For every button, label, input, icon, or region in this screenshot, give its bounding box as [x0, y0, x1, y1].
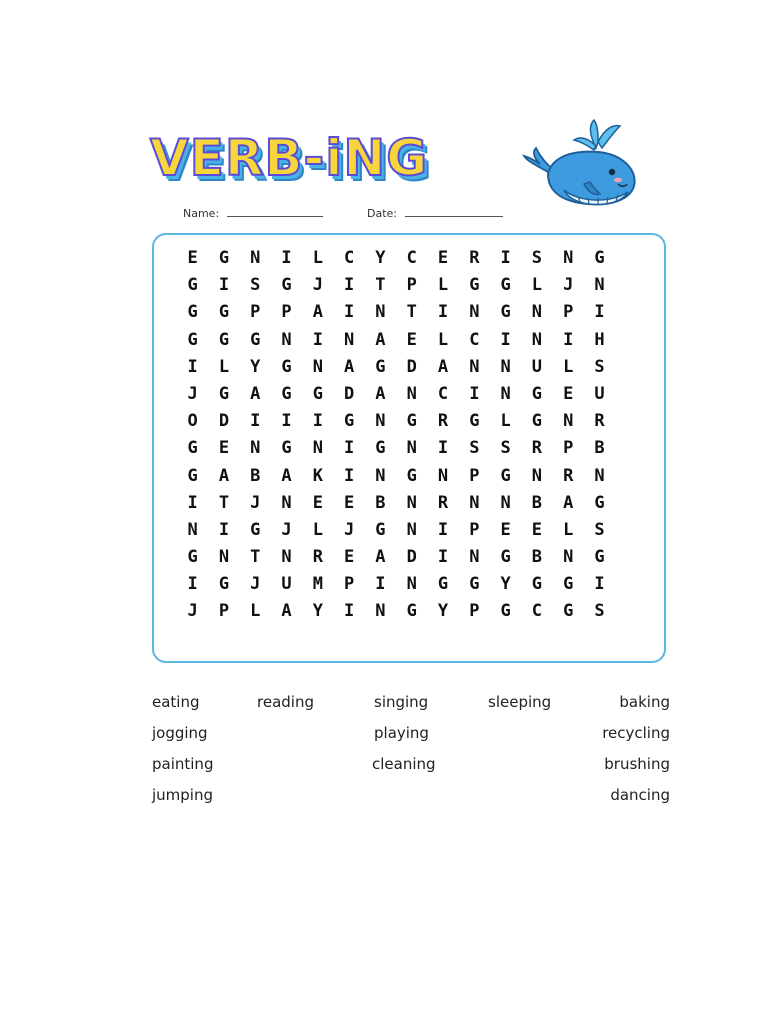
grid-cell[interactable]: G — [281, 438, 292, 459]
grid-cell[interactable]: G — [281, 383, 292, 404]
grid-cell[interactable]: G — [469, 275, 480, 296]
grid-cell[interactable]: S — [500, 438, 511, 459]
grid-cell[interactable]: R — [437, 411, 449, 432]
grid-cell[interactable]: G — [375, 438, 386, 459]
grid-cell[interactable]: C — [469, 329, 480, 350]
grid-cell[interactable]: N — [344, 329, 355, 350]
grid-cell[interactable]: R — [437, 492, 449, 513]
word-playing: playing — [374, 724, 429, 742]
grid-cell[interactable]: B — [250, 465, 261, 486]
grid-cell[interactable]: S — [250, 275, 261, 296]
grid-cell[interactable]: N — [531, 302, 543, 323]
word-dancing: dancing — [610, 786, 670, 804]
grid-cell[interactable]: L — [218, 356, 230, 377]
grid-cell[interactable]: N — [187, 519, 198, 540]
grid-cell[interactable]: Y — [437, 601, 449, 622]
grid-cell[interactable]: G — [218, 383, 230, 404]
word-sleeping: sleeping — [488, 693, 552, 711]
grid-cell[interactable]: P — [563, 438, 574, 459]
grid-cell[interactable]: N — [312, 356, 323, 377]
grid-cell[interactable]: G — [500, 465, 511, 486]
grid-cell[interactable]: L — [563, 356, 574, 377]
grid-cell[interactable]: N — [469, 547, 480, 568]
grid-cell[interactable]: A — [281, 601, 292, 622]
grid-cell[interactable]: O — [187, 411, 198, 432]
grid-cell[interactable]: A — [563, 492, 574, 513]
grid-cell[interactable]: D — [406, 356, 417, 377]
grid-cell[interactable]: G — [500, 547, 511, 568]
grid-cell[interactable]: N — [469, 492, 480, 513]
grid-cell[interactable]: Y — [250, 356, 261, 377]
grid-cell[interactable]: G — [469, 574, 480, 595]
grid-cell[interactable]: N — [469, 302, 480, 323]
grid-cell[interactable]: I — [437, 438, 449, 459]
grid-cell[interactable]: G — [375, 519, 386, 540]
grid-cell[interactable]: R — [531, 438, 543, 459]
grid-cell[interactable]: P — [406, 275, 417, 296]
grid-cell[interactable]: B — [594, 438, 605, 459]
grid-cell[interactable]: U — [531, 356, 543, 377]
name-label: Name: — [183, 207, 220, 220]
grid-cell[interactable]: G — [406, 411, 417, 432]
grid-cell[interactable]: E — [563, 383, 574, 404]
grid-cell[interactable]: U — [594, 383, 605, 404]
grid-cell[interactable]: G — [531, 383, 543, 404]
grid-cell[interactable]: G — [375, 356, 386, 377]
grid-cell[interactable]: E — [531, 519, 543, 540]
letter-grid — [177, 245, 615, 626]
grid-cell[interactable]: E — [344, 547, 355, 568]
grid-cell[interactable]: I — [594, 574, 605, 595]
grid-cell[interactable]: A — [312, 302, 323, 323]
grid-cell[interactable]: N — [437, 465, 449, 486]
grid-cell[interactable]: N — [406, 438, 417, 459]
grid-cell[interactable]: I — [437, 547, 449, 568]
grid-cell[interactable]: I — [437, 519, 449, 540]
grid-cell[interactable]: G — [187, 547, 198, 568]
grid-cell[interactable]: K — [312, 465, 323, 486]
grid-cell[interactable]: C — [531, 601, 543, 622]
grid-cell[interactable]: A — [344, 356, 355, 377]
grid-cell[interactable]: N — [500, 383, 511, 404]
grid-cell[interactable]: T — [250, 547, 261, 568]
grid-cell[interactable]: N — [469, 356, 480, 377]
grid-cell[interactable]: L — [312, 248, 323, 268]
grid-cell[interactable]: G — [563, 601, 574, 622]
grid-cell[interactable]: I — [187, 574, 198, 595]
grid-cell[interactable]: G — [500, 275, 511, 296]
word-brushing: brushing — [604, 755, 670, 773]
grid-cell[interactable]: J — [250, 492, 261, 513]
word-jumping: jumping — [152, 786, 214, 804]
grid-cell[interactable]: P — [344, 574, 355, 595]
word-eating: eating — [152, 693, 200, 711]
grid-cell[interactable]: A — [250, 383, 261, 404]
grid-cell[interactable]: N — [250, 248, 261, 268]
grid-cell[interactable]: A — [375, 329, 386, 350]
grid-cell[interactable]: L — [500, 411, 511, 432]
grid-cell[interactable]: U — [281, 574, 292, 595]
whale-illustration — [518, 112, 642, 210]
grid-cell[interactable]: S — [594, 601, 605, 622]
grid-cell[interactable]: L — [531, 275, 543, 296]
grid-cell[interactable]: P — [218, 601, 230, 622]
grid-cell[interactable]: E — [500, 519, 511, 540]
grid-cell[interactable]: G — [531, 411, 543, 432]
grid-cell[interactable]: I — [281, 411, 292, 432]
grid-cell[interactable]: I — [375, 574, 386, 595]
grid-cell[interactable]: C — [344, 248, 355, 268]
grid-cell[interactable]: N — [375, 411, 386, 432]
grid-cell[interactable]: N — [218, 547, 230, 568]
grid-cell[interactable]: I — [500, 248, 511, 268]
worksheet-title: VERB-iNG — [150, 129, 429, 187]
grid-cell[interactable]: N — [375, 601, 386, 622]
grid-cell[interactable]: I — [344, 438, 355, 459]
grid-cell[interactable]: G — [594, 492, 605, 513]
grid-cell[interactable]: J — [563, 275, 574, 296]
grid-cell[interactable]: T — [406, 302, 417, 323]
word-cleaning: cleaning — [372, 755, 436, 773]
grid-cell[interactable]: N — [406, 574, 417, 595]
grid-cell[interactable]: A — [218, 465, 230, 486]
grid-cell[interactable]: Y — [500, 574, 511, 595]
grid-cell[interactable]: L — [563, 519, 574, 540]
grid-cell[interactable]: N — [500, 356, 511, 377]
grid-cell[interactable]: M — [312, 574, 323, 595]
grid-cell[interactable]: I — [312, 329, 323, 350]
grid-cell[interactable]: N — [250, 438, 261, 459]
grid-cell[interactable]: D — [344, 383, 355, 404]
grid-cell[interactable]: G — [344, 411, 355, 432]
word-painting: painting — [152, 755, 214, 773]
grid-cell[interactable]: C — [437, 383, 449, 404]
grid-cell[interactable]: G — [187, 275, 198, 296]
grid-cell[interactable]: L — [437, 329, 449, 350]
grid-cell[interactable]: E — [218, 438, 230, 459]
grid-cell[interactable]: J — [281, 519, 292, 540]
grid-cell[interactable]: Y — [312, 601, 323, 622]
grid-cell[interactable]: G — [406, 465, 417, 486]
grid-cell[interactable]: R — [469, 248, 480, 268]
grid-cell[interactable]: N — [563, 248, 574, 268]
grid-cell[interactable]: N — [281, 329, 292, 350]
grid-cell[interactable]: E — [187, 248, 198, 268]
grid-cell[interactable]: R — [563, 465, 574, 486]
date-label: Date: — [367, 207, 397, 220]
grid-cell[interactable]: S — [594, 356, 605, 377]
grid-cell[interactable]: P — [563, 302, 574, 323]
grid-cell[interactable]: G — [594, 547, 605, 568]
grid-cell[interactable]: A — [281, 465, 292, 486]
grid-cell[interactable]: G — [218, 248, 230, 268]
grid-cell[interactable]: G — [281, 275, 292, 296]
grid-cell[interactable]: B — [375, 492, 386, 513]
grid-cell[interactable]: J — [187, 601, 198, 622]
grid-cell[interactable]: P — [250, 302, 261, 323]
grid-cell[interactable]: G — [469, 411, 480, 432]
grid-cell[interactable]: I — [344, 601, 355, 622]
grid-cell[interactable]: C — [406, 248, 417, 268]
grid-cell[interactable]: I — [563, 329, 574, 350]
grid-cell[interactable]: N — [375, 465, 386, 486]
grid-cell[interactable]: I — [594, 302, 605, 323]
date-field[interactable] — [367, 206, 503, 220]
grid-cell[interactable]: G — [281, 356, 292, 377]
grid-cell[interactable]: I — [312, 411, 323, 432]
word-singing: singing — [374, 693, 429, 711]
grid-cell[interactable]: I — [187, 356, 198, 377]
word-recycling: recycling — [602, 724, 670, 742]
grid-cell[interactable]: I — [281, 248, 292, 268]
grid-cell[interactable]: P — [469, 519, 480, 540]
grid-cell[interactable]: R — [312, 547, 323, 568]
grid-cell[interactable]: I — [500, 329, 511, 350]
grid-cell[interactable]: I — [250, 411, 261, 432]
grid-cell[interactable]: A — [375, 383, 386, 404]
grid-cell[interactable]: S — [469, 438, 480, 459]
grid-cell[interactable]: P — [469, 465, 480, 486]
grid-cell[interactable]: G — [187, 465, 198, 486]
grid-cell[interactable]: J — [250, 574, 261, 595]
grid-cell[interactable]: G — [187, 438, 198, 459]
grid-cell[interactable]: G — [250, 519, 261, 540]
grid-cell[interactable]: I — [344, 275, 355, 296]
grid-cell[interactable]: I — [344, 465, 355, 486]
grid-cell[interactable]: T — [218, 492, 230, 513]
grid-cell[interactable]: N — [594, 465, 605, 486]
grid-cell[interactable]: P — [281, 302, 292, 323]
grid-cell[interactable]: I — [218, 519, 230, 540]
grid-cell[interactable]: D — [406, 547, 417, 568]
grid-cell[interactable]: N — [406, 519, 417, 540]
word-bank — [152, 693, 670, 823]
grid-cell[interactable]: B — [531, 492, 543, 513]
grid-cell[interactable]: N — [563, 411, 574, 432]
grid-cell[interactable]: G — [187, 302, 198, 323]
grid-cell[interactable]: P — [469, 601, 480, 622]
grid-cell[interactable]: T — [375, 275, 386, 296]
grid-cell[interactable]: Y — [375, 248, 386, 268]
name-field[interactable] — [183, 206, 323, 220]
grid-cell[interactable]: N — [531, 465, 543, 486]
grid-cell[interactable]: N — [563, 547, 574, 568]
grid-cell[interactable]: D — [218, 411, 230, 432]
grid-cell[interactable]: G — [250, 329, 261, 350]
date-line — [405, 206, 503, 217]
grid-cell[interactable]: G — [500, 302, 511, 323]
grid-cell[interactable]: H — [594, 329, 605, 350]
grid-cell[interactable]: I — [187, 492, 198, 513]
grid-cell[interactable]: L — [250, 601, 261, 622]
grid-cell[interactable]: I — [469, 383, 480, 404]
grid-cell[interactable]: G — [187, 329, 198, 350]
grid-cell[interactable]: J — [187, 383, 198, 404]
grid-cell[interactable]: E — [437, 248, 449, 268]
grid-cell[interactable]: N — [531, 329, 543, 350]
grid-cell[interactable]: A — [437, 356, 449, 377]
grid-cell[interactable]: A — [375, 547, 386, 568]
grid-cell[interactable]: N — [406, 383, 417, 404]
grid-cell[interactable]: N — [500, 492, 511, 513]
grid-cell[interactable]: G — [563, 574, 574, 595]
grid-cell[interactable]: G — [218, 329, 230, 350]
word-jogging: jogging — [152, 724, 208, 742]
grid-cell[interactable]: G — [312, 383, 323, 404]
grid-cell[interactable]: S — [531, 248, 543, 268]
grid-cell[interactable]: L — [437, 275, 449, 296]
grid-cell[interactable]: G — [500, 601, 511, 622]
grid-cell[interactable]: E — [406, 329, 417, 350]
grid-cell[interactable]: G — [218, 302, 230, 323]
grid-cell[interactable]: I — [437, 302, 449, 323]
grid-cell[interactable]: N — [375, 302, 386, 323]
grid-cell[interactable]: I — [344, 302, 355, 323]
grid-cell[interactable]: J — [312, 275, 323, 296]
grid-cell[interactable]: G — [531, 574, 543, 595]
grid-cell[interactable]: E — [312, 492, 323, 513]
grid-cell[interactable]: G — [406, 601, 417, 622]
grid-cell[interactable]: G — [594, 248, 605, 268]
grid-cell[interactable]: B — [531, 547, 543, 568]
grid-cell[interactable]: G — [437, 574, 449, 595]
grid-cell[interactable]: E — [344, 492, 355, 513]
word-reading: reading — [257, 693, 314, 711]
name-line — [227, 206, 323, 217]
grid-cell[interactable]: N — [281, 547, 292, 568]
grid-cell[interactable]: L — [312, 519, 323, 540]
grid-cell[interactable]: I — [218, 275, 230, 296]
grid-cell[interactable]: J — [344, 519, 355, 540]
grid-cell[interactable]: N — [281, 492, 292, 513]
grid-cell[interactable]: N — [594, 275, 605, 296]
grid-cell[interactable]: N — [312, 438, 323, 459]
grid-cell[interactable]: G — [218, 574, 230, 595]
grid-cell[interactable]: N — [406, 492, 417, 513]
word-baking: baking — [619, 693, 670, 711]
grid-cell[interactable]: S — [594, 519, 605, 540]
grid-cell[interactable]: R — [594, 411, 605, 432]
